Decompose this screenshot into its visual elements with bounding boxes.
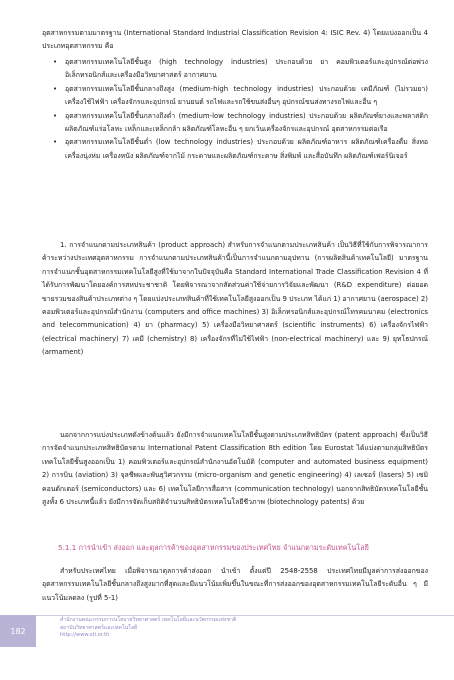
list-item bbox=[52, 136, 428, 163]
bullet-icon: • bbox=[53, 84, 58, 93]
footer-url-link[interactable]: http://www.sti.or.th bbox=[60, 632, 110, 638]
thailand-trade-paragraph: สำหรับประเทศไทย เมื่อพิจารณาดุลการค้าส่งออก นำเข้า ตั้งแต่ปี 2548-2558 ประเทศไทยมีมูลค่าการส่งออกของอุตสาหกรรมเทคโนโลยีชั้นกลางถึงสูงมากที่สุดและมีแนวโน้มเพิ่มขึ้นในขณะที่การส่งออกของอุตสาหกรรมเทคโนโลยีระดับอื่น ๆ มีแนวโน้มลดลง (รูปที่ 5-1) bbox=[42, 567, 428, 602]
footer-publisher bbox=[60, 617, 360, 640]
list-item bbox=[52, 83, 428, 110]
list-item bbox=[52, 56, 428, 83]
list-item-text: อุตสาหกรรมเทคโนโลยีชั้นต่ำ (low technology industries) ประกอบด้วย ผลิตภัณฑ์อาหาร ผลิตภัณฑ์เครื่องดื่ม สิ่งทอ เครื่องนุ่งห่ม เครื่องหนัง ผลิตภัณฑ์จากไม้ กระดาษและผลิตภัณฑ์กระดาษ สิ่งพิมพ์ และสื่อบันทึก ผลิตภัณฑ์เฟอร์นิเจอร์ bbox=[65, 138, 428, 160]
section-heading: 5.1.1 การนำเข้า ส่งออก และดุลการค้าของอุตสาหกรรมของประเทศไทย จำแนกตามระดับเทคโนโลยี bbox=[58, 543, 369, 552]
bullet-icon: • bbox=[53, 138, 58, 147]
bullet-icon: • bbox=[53, 58, 58, 66]
page-number: 182 bbox=[0, 615, 36, 647]
list-item-text: อุตสาหกรรมเทคโนโลยีชั้นกลางถึงต่ำ (medium-low technology industries) ประกอบด้วย ผลิตภัณฑ์ยางและพลาสติก ผลิตภัณฑ์แร่อโลหะ เหล็กและเหล็กกล้า ผลิตภัณฑ์โลหะอื่น ๆ ยกเว้นเครื่องจักรและอุปกรณ์ อุตสาหกรรมต่อเรือ bbox=[65, 111, 428, 134]
footer-line-2: สถาบันวิทยาศาสตร์และเทคโนโลยี bbox=[60, 624, 138, 631]
bullet-icon: • bbox=[53, 111, 58, 120]
footer-divider bbox=[36, 615, 454, 616]
intro-paragraph: อุตสาหกรรมตามมาตรฐาน (International Standard Industrial Classification Revision 4: ISIC Rev. 4) โดยแบ่งออกเป็น 4 ประเภทอุตสาหกรรม คือ bbox=[42, 29, 428, 51]
list-item-text: อุตสาหกรรมเทคโนโลยีชั้นกลางถึงสูง (medium-high technology industries) ประกอบด้วย เคมีภัณฑ์ (ไม่รวมยา) เครื่องใช้ไฟฟ้า เครื่องจักรและอุปกรณ์ ยานยนต์ รถไฟและรถใช้ขนส่งอื่นๆ อุปกรณ์ขนส่งทางรถไฟและอื่น ๆ bbox=[65, 84, 428, 107]
patent-approach-paragraph: นอกจากการแบ่งประเภทดังข้างต้นแล้ว ยังมีการจำแนกเทคโนโลยีชั้นสูงตามประเภทสิทธิบัตร (patent approach) ซึ่งเป็นวิธีการจัดจำแนกประเภทสิทธิบัตรตาม International Patent Classification 8th edition โดย Eurostat ได้แบ่งตามกลุ่มสิทธิบัตรเทคโนโลยีชั้นสูงออกเป็น 1) คอมพิวเตอร์และอุปกรณ์สำนักงานอัตโนมัติ (computer and automated business equipment) 2) การบิน (aviation) 3) จุลชีพและพันธุวิศวกรรม (micro-organism and genetic engineering) 4) เลเซอร์ (lasers) 5) เซมิคอนดักเตอร์ (semiconductors) และ 6) เทคโนโลยีการสื่อสาร (communication technology) นอกจากสิทธิบัตรเทคโนโลยีชั้นสูงทั้ง 6 ประเภทนี้แล้ว ยังมีการจัดเก็บสถิติจำนวนสิทธิบัตรเทคโนโลยีชีวภาพ (biotechnology patents) ด้วย bbox=[42, 431, 428, 507]
product-approach-paragraph: 1. การจำแนกตามประเภทสินค้า (product approach) สำหรับการจำแนกตามประเภทสินค้า เป็นวิธีที่ใช้กับการพิจารณาการค้าระหว่างประเทศอุตสาหกรรม การจำแนกตามประเภทสินค้านี้เป็นการจำแนกตามอุปทาน (การผลิตสินค้าเทคโนโลยี) มาตรฐานการจำแนกชั้นอุตสาหกรรมเทคโนโลยีสูงที่ใช้มาจากในปัจจุบันคือ Standard International Trade Classification Revision 4 ที่ได้รับการพัฒนาโดยองค์การสหประชาชาติ โดยพิจารณาจากสัดส่วนค่าใช้จ่ายการวิจัยและพัฒนา (R&D expenditure) ต่อยอดขายรวมของสินค้าประเภทต่าง ๆ โดยแบ่งประเภทสินค้าที่ใช้เทคโนโลยีสูงออกเป็น 9 ประเภท ได้แก่ 1) อากาศยาน (aerospace) 2) คอมพิวเตอร์และอุปกรณ์สำนักงาน (computers and office machines) 3) อิเล็กทรอนิกส์และอุปกรณ์โทรคมนาคม (electronics and telecommunication) 4) ยา (pharmacy) 5) เครื่องมือวิทยาศาสตร์ (scientific instruments) 6) เครื่องจักรไฟฟ้า (electrical machinery) 7) เคมี (chemistry) 8) เครื่องจักรที่ไม่ใช้ไฟฟ้า (non-electrical machinery) และ 9) ยุทโธปกรณ์ (armament) bbox=[42, 241, 428, 357]
footer-line-1: สำนักงานคณะกรรมการนโยบายวิทยาศาสตร์ เทคโนโลยีและนวัตกรรมแห่งชาติ bbox=[60, 617, 237, 623]
industry-category-list bbox=[52, 56, 428, 163]
list-item bbox=[52, 110, 428, 137]
list-item-text: อุตสาหกรรมเทคโนโลยีชั้นสูง (high technology industries) ประกอบด้วย ยา คอมพิวเตอร์และอุปกรณ์ต่อพ่วง อิเล็กทรอนิกส์และเครื่องมือวิทยาศาสตร์ อากาศยาน bbox=[65, 58, 428, 80]
